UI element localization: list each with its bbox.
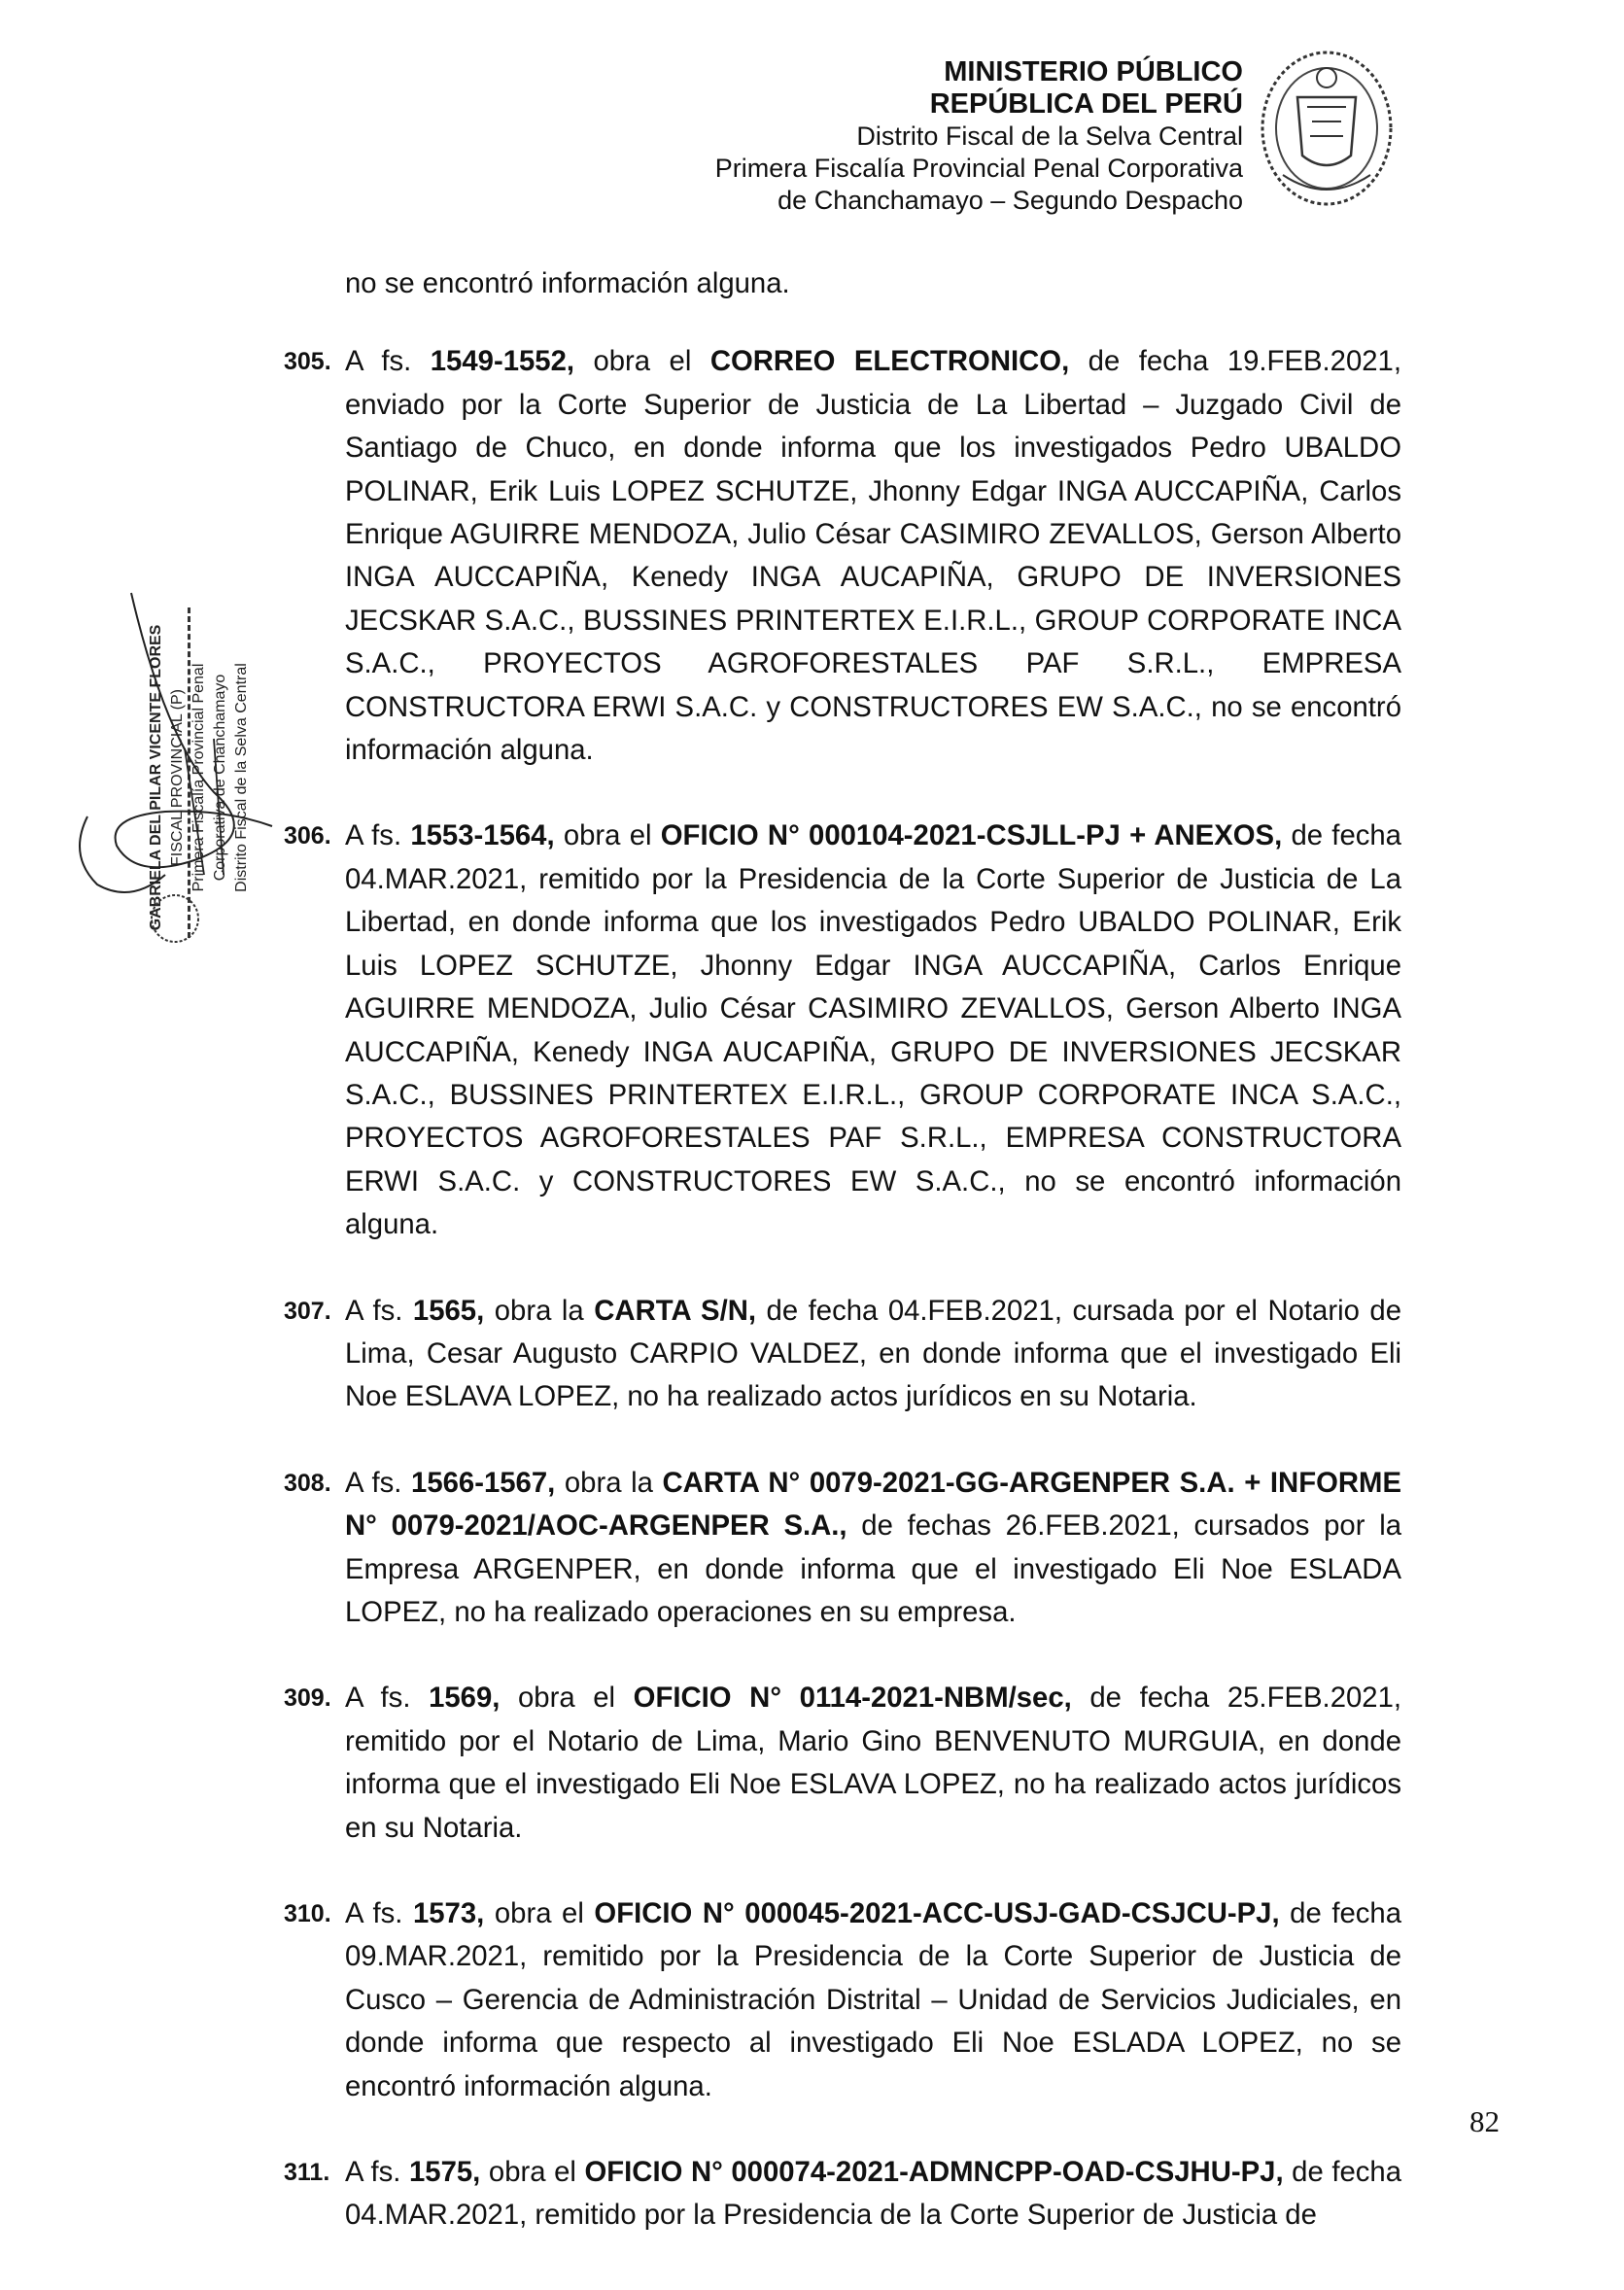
header-country: REPÚBLICA DEL PERÚ [929, 88, 1243, 120]
header-office-location: de Chanchamayo – Segundo Despacho [777, 186, 1243, 215]
paragraph-number: 311. [284, 2159, 330, 2187]
header-district: Distrito Fiscal de la Selva Central [856, 121, 1243, 151]
signature-icon [58, 583, 311, 972]
paragraph-309: 309. A fs. 1569, obra el OFICIO N° 0114-2021-NBM/sec, de fecha 25.FEB.2021, remitido por el Notario de Lima, Mario Gino BENVENUTO MURGUIA, en donde informa que el investigado Eli Noe ESLAVA LOPEZ, no ha realizado actos jurídicos en su Notaria. [284, 1677, 1401, 1850]
letterhead [715, 56, 1243, 217]
national-seal-icon [1254, 39, 1399, 214]
stamp-title: FISCAL PROVINCIAL (P) [169, 689, 186, 866]
continued-text: no se encontró información alguna. [345, 267, 790, 299]
paragraph-307: 307. A fs. 1565, obra la CARTA S/N, de fecha 04.FEB.2021, cursada por el Notario de Lima, Cesar Augusto CARPIO VALDEZ, en donde informa que el investigado Eli Noe ESLAVA LOPEZ, no ha realizado actos jurídicos en su Notaria. [284, 1290, 1401, 1419]
paragraph-306: 306. A fs. 1553-1564, obra el OFICIO N° 000104-2021-CSJLL-PJ + ANEXOS, de fecha 04.MAR.2021, remitido por la Presidencia de la Corte Superior de Justicia de La Libertad, en donde informa que los investigados Pedro UBALDO POLINAR, Erik Luis LOPEZ SCHUTZE, Jhonny Edgar INGA AUCCAPIÑA, Carlos Enrique AGUIRRE MENDOZA, Julio César CASIMIRO ZEVALLOS, Gerson Alberto INGA AUCCAPIÑA, Kenedy INGA AUCAPIÑA, GRUPO DE INVERSIONES JECSKAR S.A.C., BUSSINES PRINTERTEX E.I.R.L., GROUP CORPORATE INCA S.A.C., PROYECTOS AGROFORESTALES PAF S.R.L., EMPRESA CONSTRUCTORA ERWI S.A.C. y CONSTRUCTORES EW S.A.C., no se encontró información alguna. [284, 815, 1401, 1246]
paragraph-number: 307. [284, 1297, 331, 1325]
paragraph-number: 310. [284, 1900, 331, 1927]
paragraph-number: 309. [284, 1684, 331, 1713]
paragraph-305: 305. A fs. 1549-1552, obra el CORREO ELECTRONICO, de fecha 19.FEB.2021, enviado por la Corte Superior de Justicia de La Libertad – Juzgado Civil de Santiago de Chuco, en donde informa que los investigados Pedro UBALDO POLINAR, Erik Luis LOPEZ SCHUTZE, Jhonny Edgar INGA AUCCAPIÑA, Carlos Enrique AGUIRRE MENDOZA, Julio César CASIMIRO ZEVALLOS, Gerson Alberto INGA AUCCAPIÑA, Kenedy INGA AUCAPIÑA, GRUPO DE INVERSIONES JECSKAR S.A.C., BUSSINES PRINTERTEX E.I.R.L., GROUP CORPORATE INCA S.A.C., PROYECTOS AGROFORESTALES PAF S.R.L., EMPRESA CONSTRUCTORA ERWI S.A.C. y CONSTRUCTORES EW S.A.C., no se encontró información alguna. [284, 340, 1401, 772]
paragraph-311: 311. A fs. 1575, obra el OFICIO N° 000074-2021-ADMNCPP-OAD-CSJHU-PJ, de fecha 04.MAR.2021, remitido por la Presidencia de la Corte Superior de Justicia de [284, 2151, 1401, 2238]
header-office: Primera Fiscalía Provincial Penal Corporativa [714, 154, 1243, 183]
page-number: 82 [1469, 2104, 1500, 2138]
header-institution: MINISTERIO PÚBLICO [944, 56, 1243, 87]
stamp-name: GABRIELA DEL PILAR VICENTE FLORES [148, 624, 164, 931]
paragraph-number: 305. [284, 348, 331, 376]
stamp-office: Primera Fiscalía Provincial Penal [190, 663, 207, 892]
document-body [284, 262, 1401, 2280]
paragraph-310: 310. A fs. 1573, obra el OFICIO N° 000045-2021-ACC-USJ-GAD-CSJCU-PJ, de fecha 09.MAR.2021, remitido por la Presidencia de la Corte Superior de Justicia de Cusco – Gerencia de Administración Distrital – Unidad de Servicios Judiciales, en donde informa que respecto al investigado Eli Noe ESLADA LOPEZ, no se encontró información alguna. [284, 1892, 1401, 2108]
stamp-district: Distrito Fiscal de la Selva Central [233, 663, 250, 892]
paragraph-number: 308. [284, 1469, 331, 1497]
paragraph-number: 306. [284, 822, 331, 850]
stamp-office-2: Corporativa de Chanchamayo [212, 674, 228, 882]
paragraph-308: 308. A fs. 1566-1567, obra la CARTA N° 0079-2021-GG-ARGENPER S.A. + INFORME N° 0079-2021/AOC-ARGENPER S.A., de fechas 26.FEB.2021, cursados por la Empresa ARGENPER, en donde informa que el investigado Eli Noe ESLADA LOPEZ, no ha realizado operaciones en su empresa. [284, 1462, 1401, 1635]
